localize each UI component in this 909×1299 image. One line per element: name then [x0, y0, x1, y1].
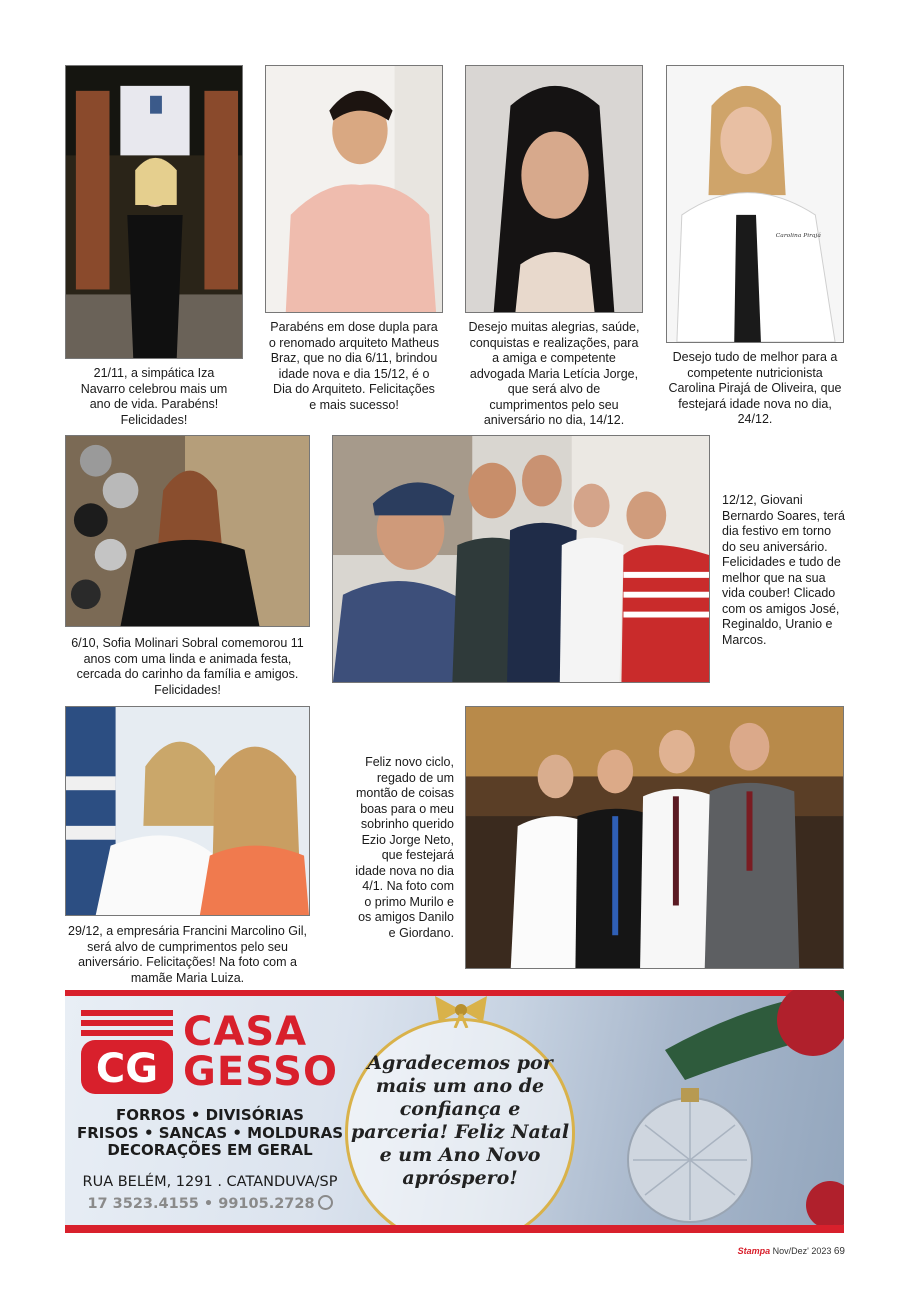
- magazine-name: Stampa: [737, 1246, 771, 1256]
- caption-carolina-piraja: Desejo tudo de melhor para a competente nutricionista Carolina Pirajá de Oliveira, que festejará idade nova no dia, 24/12.: [668, 350, 842, 426]
- caption-ezio-jorge-neto: Feliz novo ciclo, regado de um montão de coisas boas para o meu sobrinho querido Ezio Jorge Neto, que festejará idade nova no dia 4/1. Na foto com o primo Murilo e os amigos Danilo e Giordano.: [355, 755, 454, 940]
- photo-matheus-braz: [265, 65, 443, 313]
- caption-maria-leticia-jorge: Desejo muitas alegrias, saúde, conquistas e realizações, para a amiga e competente advogada Maria Letícia Jorge, que será alvo de cumprimentos pelo seu aniversário no dia, 14/12.: [468, 320, 640, 427]
- brand-word-gesso: GESSO: [183, 1049, 338, 1095]
- phone-numbers: [75, 1195, 345, 1212]
- caption-sofia-molinari: 6/10, Sofia Molinari Sobral comemorou 11 anos com uma linda e animada festa, cercada do carinho da família e amigos. Felicidades!: [71, 636, 304, 697]
- services-list: [75, 1107, 345, 1160]
- edition-date: Nov/Dez' 2023: [772, 1246, 832, 1256]
- casa-gesso-logo: [81, 1010, 173, 1094]
- caption-matheus-braz: Parabéns em dose dupla para o renomado arquiteto Matheus Braz, que no dia 6/11, brindou idade nova e dia 15/12, é o Dia do Arquiteto. Felicitações e mais sucesso!: [268, 320, 440, 412]
- services-line: FORROS • DIVISÓRIAS: [115, 1106, 304, 1124]
- phone-text: 17 3523.4155 • 99105.2728: [87, 1196, 315, 1212]
- banner-bottom-stripe: [65, 1225, 844, 1233]
- photo-sofia-molinari: [65, 435, 310, 627]
- services-line: FRISOS • SANCAS • MOLDURAS: [76, 1123, 343, 1142]
- caption-francini-marcolino: 29/12, a empresária Francini Marcolino Gil, será alvo de cumprimentos pelo seu aniversário. Felicitações! Na foto com a mamãe Maria Luiza.: [68, 924, 307, 985]
- page-number: 69: [833, 1246, 845, 1257]
- photo-giovani-bernardo: [332, 435, 710, 683]
- store-address: RUA BELÉM, 1291 . CATANDUVA/SP: [82, 1174, 338, 1190]
- photo-iza-navarro: [65, 65, 243, 359]
- caption-giovani-bernardo: 12/12, Giovani Bernardo Soares, terá dia festivo em torno do seu aniversário. Felicidades e tudo de melhor que na sua vida couber! Clicado com os amigos José, Reginaldo, Uranio e Marcos.: [722, 493, 845, 647]
- photo-francini-marcolino: [65, 706, 310, 916]
- ad-banner-casa-gesso: [65, 990, 844, 1233]
- christmas-message: Agradecemos por mais um ano de confiança e parceria! Feliz Natal e um Ano Novo apróspero!: [350, 1052, 570, 1189]
- svg-text:CG: CG: [95, 1046, 159, 1092]
- christmas-ornament-decoration: [585, 990, 844, 1225]
- photo-maria-leticia-jorge: [465, 65, 643, 313]
- photo-ezio-jorge-neto: [465, 706, 844, 969]
- services-line: DECORAÇÕES EM GERAL: [107, 1141, 313, 1159]
- page-footer: [738, 1246, 845, 1257]
- brand-word-casa: CASA: [183, 1009, 308, 1055]
- whatsapp-icon: [318, 1195, 333, 1210]
- caption-iza-navarro: 21/11, a simpática Iza Navarro celebrou mais um ano de vida. Parabéns! Felicidades!: [80, 366, 228, 427]
- gold-bow-icon: [431, 992, 491, 1028]
- svg-text:Carolina Pirajá: Carolina Pirajá: [775, 231, 821, 239]
- photo-carolina-piraja: [666, 65, 844, 343]
